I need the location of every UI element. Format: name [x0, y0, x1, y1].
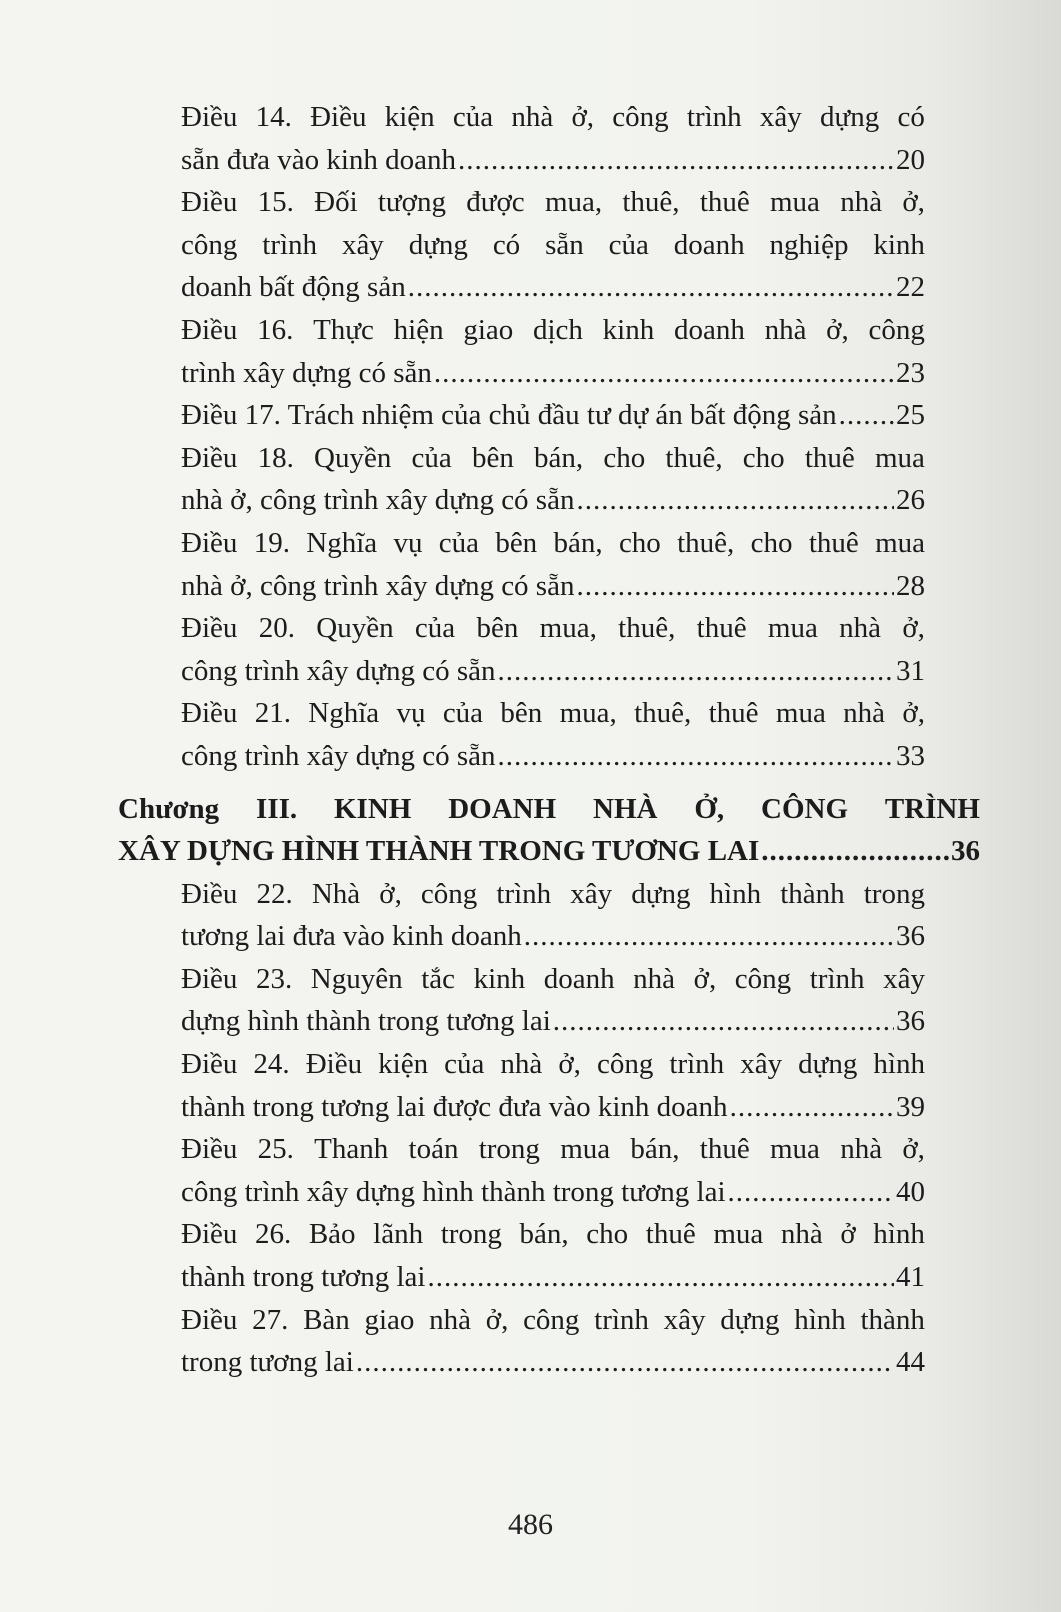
toc-word: kinh	[873, 228, 925, 261]
toc-word: bán,	[534, 441, 584, 474]
toc-word: bán,	[519, 1218, 569, 1251]
toc-entry-line	[181, 1043, 925, 1086]
chapter-word: III.	[256, 792, 298, 825]
toc-entry-title: nhà ở, công trình xây dựng có sẵn	[181, 484, 575, 517]
toc-word: thuê	[699, 186, 750, 219]
toc-word: nhà	[780, 1218, 823, 1251]
toc-entry-title: công trình xây dựng có sẵn	[181, 739, 496, 772]
chapter-word: CÔNG	[761, 792, 848, 825]
toc-word: thuê,	[634, 697, 692, 730]
toc-entry-line	[181, 181, 925, 224]
toc-entry	[181, 692, 925, 777]
toc-entry-line	[181, 1299, 925, 1342]
toc-word: 27.	[252, 1303, 289, 1336]
toc-entry-title: công trình xây dựng hình thành trong tương lai	[181, 1175, 726, 1208]
toc-entry-title: trình xây dựng có sẵn	[181, 356, 432, 389]
toc-word: mua,	[559, 697, 617, 730]
toc-entry-line	[181, 224, 925, 267]
toc-word: Điều	[181, 1218, 238, 1251]
toc-word: thuê,	[677, 526, 735, 559]
toc-word: 20.	[258, 612, 295, 645]
toc-word: ở,	[826, 313, 849, 346]
toc-word: kiện	[384, 101, 435, 133]
toc-word: 16.	[257, 313, 294, 346]
toc-word: Điều	[181, 1133, 238, 1166]
toc-word: hình	[873, 1048, 925, 1081]
toc-word: mua	[767, 612, 818, 645]
toc-entry	[181, 873, 925, 958]
toc-word: nhà	[500, 1048, 543, 1081]
toc-word: tắc	[421, 962, 455, 995]
toc-word: mua	[770, 186, 820, 219]
toc-word: bên	[495, 526, 538, 559]
toc-word: công	[523, 1303, 580, 1336]
toc-word: Nghĩa	[308, 697, 380, 730]
toc-entry-title: Điều 17. Trách nhiệm của chủ đầu tư dự án bất động sản	[181, 399, 837, 432]
toc-chapter-heading	[118, 788, 980, 873]
toc-word: của	[414, 612, 456, 645]
toc-word: của	[411, 441, 452, 474]
chapter-word: DOANH	[448, 792, 557, 825]
toc-word: nhà	[840, 186, 883, 219]
toc-entry-title: doanh bất động sản	[181, 271, 406, 304]
toc-page-number: 41	[896, 1261, 925, 1294]
toc-word: mua	[560, 1133, 611, 1166]
toc-entry	[181, 1299, 925, 1384]
toc-word: mua	[874, 441, 925, 474]
toc-word: Điều	[181, 313, 238, 346]
toc-page-number: 39	[896, 1090, 925, 1123]
toc-word: tượng	[377, 186, 446, 219]
toc-word: xây	[570, 877, 613, 910]
toc-word: thuê	[696, 612, 747, 645]
chapter-word: Chương	[118, 792, 220, 825]
toc-word: thành	[860, 1303, 925, 1336]
toc-word: hiện	[393, 313, 444, 346]
toc-word: dựng	[408, 228, 468, 261]
toc-page-number: 23	[896, 356, 925, 389]
toc-word: bên	[476, 612, 519, 645]
toc-word: Điều	[181, 186, 238, 219]
toc-word: doanh	[543, 962, 615, 995]
chapter-page-number: 36	[951, 835, 980, 868]
toc-word: trình	[262, 228, 318, 261]
toc-word: Điều	[181, 612, 238, 645]
toc-page-number: 33	[896, 739, 925, 772]
toc-word: mua,	[539, 612, 597, 645]
toc-word: Điều	[310, 101, 367, 133]
toc-word: nhà	[429, 1303, 472, 1336]
toc-entry-title: tương lai đưa vào kinh doanh	[181, 920, 522, 953]
toc-word: 21.	[254, 697, 291, 730]
toc-word: Quyền	[316, 612, 394, 645]
toc-word: trình	[686, 101, 742, 133]
dot-leader	[728, 1171, 894, 1214]
toc-entry	[181, 1043, 925, 1128]
toc-word: Thực	[313, 313, 374, 346]
toc-word: ở,	[379, 877, 402, 910]
toc-word: của	[438, 526, 479, 559]
toc-word: xây	[663, 1303, 706, 1336]
toc-page-number: 26	[896, 484, 925, 517]
toc-page-number: 20	[896, 143, 925, 176]
chapter-word: KINH	[334, 792, 412, 825]
toc-word: cho	[618, 526, 661, 559]
toc-word: sẵn	[545, 228, 584, 261]
toc-entry-title: công trình xây dựng có sẵn	[181, 654, 496, 687]
toc-word: doanh	[673, 313, 745, 346]
toc-word: ở,	[693, 962, 717, 995]
toc-word: cho	[750, 526, 793, 559]
toc-entry	[181, 394, 925, 437]
toc-word: Nguyên	[310, 962, 403, 995]
toc-word: trình	[496, 877, 552, 910]
dot-leader	[761, 830, 949, 873]
toc-entry-line	[181, 873, 925, 916]
toc-word: thuê	[708, 697, 759, 730]
toc-entry	[181, 1128, 925, 1213]
dot-leader	[730, 1086, 894, 1129]
toc-page-number: 22	[896, 271, 925, 304]
toc-word: thuê	[808, 526, 859, 559]
toc-word: 23.	[255, 962, 293, 995]
toc-word: Điều	[181, 697, 238, 730]
toc-word: nhà	[511, 101, 554, 133]
chapter-word: NHÀ	[593, 792, 658, 825]
dot-leader	[498, 650, 894, 693]
toc-word: ở,	[902, 186, 925, 219]
dot-leader	[576, 565, 894, 608]
toc-entry	[181, 958, 925, 1043]
dot-leader	[408, 266, 894, 309]
toc-entry-line	[181, 522, 925, 565]
toc-entry	[181, 96, 925, 181]
toc-word: dựng	[798, 1048, 858, 1081]
toc-page-number: 44	[896, 1346, 925, 1379]
toc-word: 22.	[256, 877, 293, 910]
toc-word: hình	[794, 1303, 846, 1336]
dot-leader	[428, 1256, 895, 1299]
toc-word: Thanh	[314, 1133, 389, 1166]
toc-word: Điều	[181, 1303, 238, 1336]
toc-word: doanh	[673, 228, 745, 261]
toc-word: trình	[809, 962, 865, 995]
dot-leader	[434, 352, 894, 395]
dot-leader	[553, 1000, 894, 1043]
toc-word: 14.	[255, 101, 292, 133]
toc-word: Điều	[181, 1048, 238, 1081]
toc-word: trong	[440, 1218, 502, 1251]
toc-word: trình	[669, 1048, 725, 1081]
toc-word: ở,	[902, 697, 925, 730]
chapter-title-line: XÂY DỰNG HÌNH THÀNH TRONG TƯƠNG LAI	[118, 835, 760, 868]
toc-word: ở	[840, 1218, 856, 1251]
toc-word: công	[612, 101, 669, 133]
toc-word: xây	[341, 228, 384, 261]
toc-word: 15.	[257, 186, 294, 219]
toc-word: ở,	[558, 1048, 581, 1081]
toc-word: vụ	[396, 697, 426, 730]
toc-word: bên	[500, 697, 543, 730]
toc-word: trong	[478, 1133, 540, 1166]
toc-entry-title: thành trong tương lai được đưa vào kinh doanh	[181, 1090, 728, 1123]
chapter-word: TRÌNH	[884, 792, 980, 825]
toc-word: công	[420, 877, 478, 910]
toc-word: 18.	[257, 441, 294, 474]
toc-word: nghiệp	[769, 228, 849, 261]
table-of-contents	[0, 96, 1061, 1384]
toc-word: thuê	[804, 441, 855, 474]
toc-word: công	[868, 313, 925, 346]
toc-entry-line	[181, 96, 925, 139]
toc-entry-line	[181, 1213, 925, 1256]
toc-word: thuê,	[665, 441, 723, 474]
toc-word: vụ	[393, 526, 423, 559]
toc-word: của	[452, 101, 494, 133]
toc-word: cho	[586, 1218, 629, 1251]
page-number: 486	[508, 1508, 553, 1541]
toc-word: nhà	[764, 313, 807, 346]
toc-word: có	[897, 101, 925, 133]
toc-entry-line	[181, 1128, 925, 1171]
toc-word: Nghĩa	[306, 526, 378, 559]
toc-entry	[181, 437, 925, 522]
toc-word: mua	[770, 1133, 820, 1166]
toc-word: Đối	[314, 186, 358, 219]
toc-page-number: 36	[896, 920, 925, 953]
toc-word: Bàn	[303, 1303, 350, 1336]
toc-word: thuê	[699, 1133, 750, 1166]
toc-word: 26.	[254, 1218, 292, 1251]
toc-word: 24.	[253, 1048, 290, 1081]
toc-word: dựng	[820, 101, 880, 133]
toc-word: cho	[742, 441, 785, 474]
toc-word: mua	[875, 526, 925, 559]
toc-word: mua	[713, 1218, 764, 1251]
toc-word: hình	[709, 877, 762, 910]
dot-leader	[458, 139, 894, 182]
toc-page-number: 28	[896, 569, 925, 602]
dot-leader	[524, 915, 894, 958]
toc-word: 19.	[253, 526, 290, 559]
toc-word: Điều	[181, 962, 238, 995]
toc-word: của	[608, 228, 649, 261]
toc-word: xây	[883, 962, 925, 995]
toc-word: có	[492, 228, 521, 261]
toc-entry	[181, 522, 925, 607]
toc-word: dựng	[720, 1303, 780, 1336]
toc-word: Điều	[181, 101, 238, 133]
toc-word: thuê	[645, 1218, 696, 1251]
toc-word: của	[444, 1048, 485, 1081]
toc-word: ở,	[485, 1303, 509, 1336]
toc-word: kiện	[378, 1048, 429, 1081]
toc-word: giao	[364, 1303, 415, 1336]
dot-leader	[356, 1341, 894, 1384]
toc-word: ở,	[902, 612, 925, 645]
toc-word: kinh	[473, 962, 526, 995]
dot-leader	[839, 394, 894, 437]
dot-leader	[498, 735, 894, 778]
toc-word: Điều	[181, 526, 238, 559]
toc-word: ở,	[902, 1133, 925, 1166]
toc-entry-title: nhà ở, công trình xây dựng có sẵn	[181, 569, 575, 602]
toc-entry-line	[181, 309, 925, 352]
toc-entry-title: dựng hình thành trong tương lai	[181, 1005, 551, 1038]
toc-word: nhà	[840, 1133, 883, 1166]
toc-word: 25.	[257, 1133, 294, 1166]
toc-page-number: 31	[896, 654, 925, 687]
toc-word: hình	[873, 1218, 925, 1251]
toc-entry	[181, 181, 925, 309]
toc-word: bên	[471, 441, 514, 474]
toc-word: Quyền	[314, 441, 392, 474]
toc-word: thuê,	[618, 612, 676, 645]
chapter-word: Ở,	[694, 792, 725, 825]
toc-page-number: 25	[896, 399, 925, 432]
toc-word: mua	[775, 697, 826, 730]
toc-word: giao	[463, 313, 514, 346]
toc-word: bán,	[553, 526, 603, 559]
toc-word: được	[466, 186, 525, 219]
toc-entry-line	[181, 692, 925, 735]
toc-word: trình	[594, 1303, 649, 1336]
toc-word: Điều	[181, 441, 238, 474]
toc-entry-line	[181, 437, 925, 480]
toc-entry-line	[181, 958, 925, 1001]
toc-word: trong	[863, 877, 925, 910]
toc-page-number: 36	[896, 1005, 925, 1038]
toc-word: dựng	[631, 877, 691, 910]
toc-entry-title: sẵn đưa vào kinh doanh	[181, 143, 457, 176]
toc-entry-line	[181, 607, 925, 650]
toc-word: ở,	[571, 101, 595, 133]
toc-entry-title: trong tương lai	[181, 1346, 354, 1379]
toc-word: công	[181, 228, 238, 261]
toc-word: dịch	[532, 313, 583, 346]
toc-word: xây	[740, 1048, 783, 1081]
toc-entry-title: thành trong tương lai	[181, 1261, 426, 1294]
toc-page-number: 40	[896, 1175, 925, 1208]
toc-word: bán,	[630, 1133, 680, 1166]
toc-word: cho	[603, 441, 646, 474]
toc-word: công	[596, 1048, 654, 1081]
toc-word: của	[442, 697, 484, 730]
toc-word: Nhà	[311, 877, 361, 910]
toc-word: kinh	[602, 313, 655, 346]
dot-leader	[576, 479, 894, 522]
toc-word: xây	[759, 101, 802, 133]
toc-word: nhà	[843, 697, 886, 730]
toc-word: nhà	[633, 962, 676, 995]
toc-word: Bảo	[308, 1218, 356, 1251]
toc-entry	[181, 607, 925, 692]
toc-word: thành	[780, 877, 845, 910]
toc-word: công	[734, 962, 792, 995]
toc-word: Điều	[181, 877, 238, 910]
toc-word: lãnh	[373, 1218, 424, 1251]
toc-entry	[181, 1213, 925, 1298]
toc-word: Điều	[305, 1048, 363, 1081]
toc-word: mua,	[544, 186, 603, 219]
toc-word: toán	[408, 1133, 459, 1166]
toc-word: thuê,	[622, 186, 680, 219]
toc-entry	[181, 309, 925, 394]
toc-word: nhà	[839, 612, 882, 645]
